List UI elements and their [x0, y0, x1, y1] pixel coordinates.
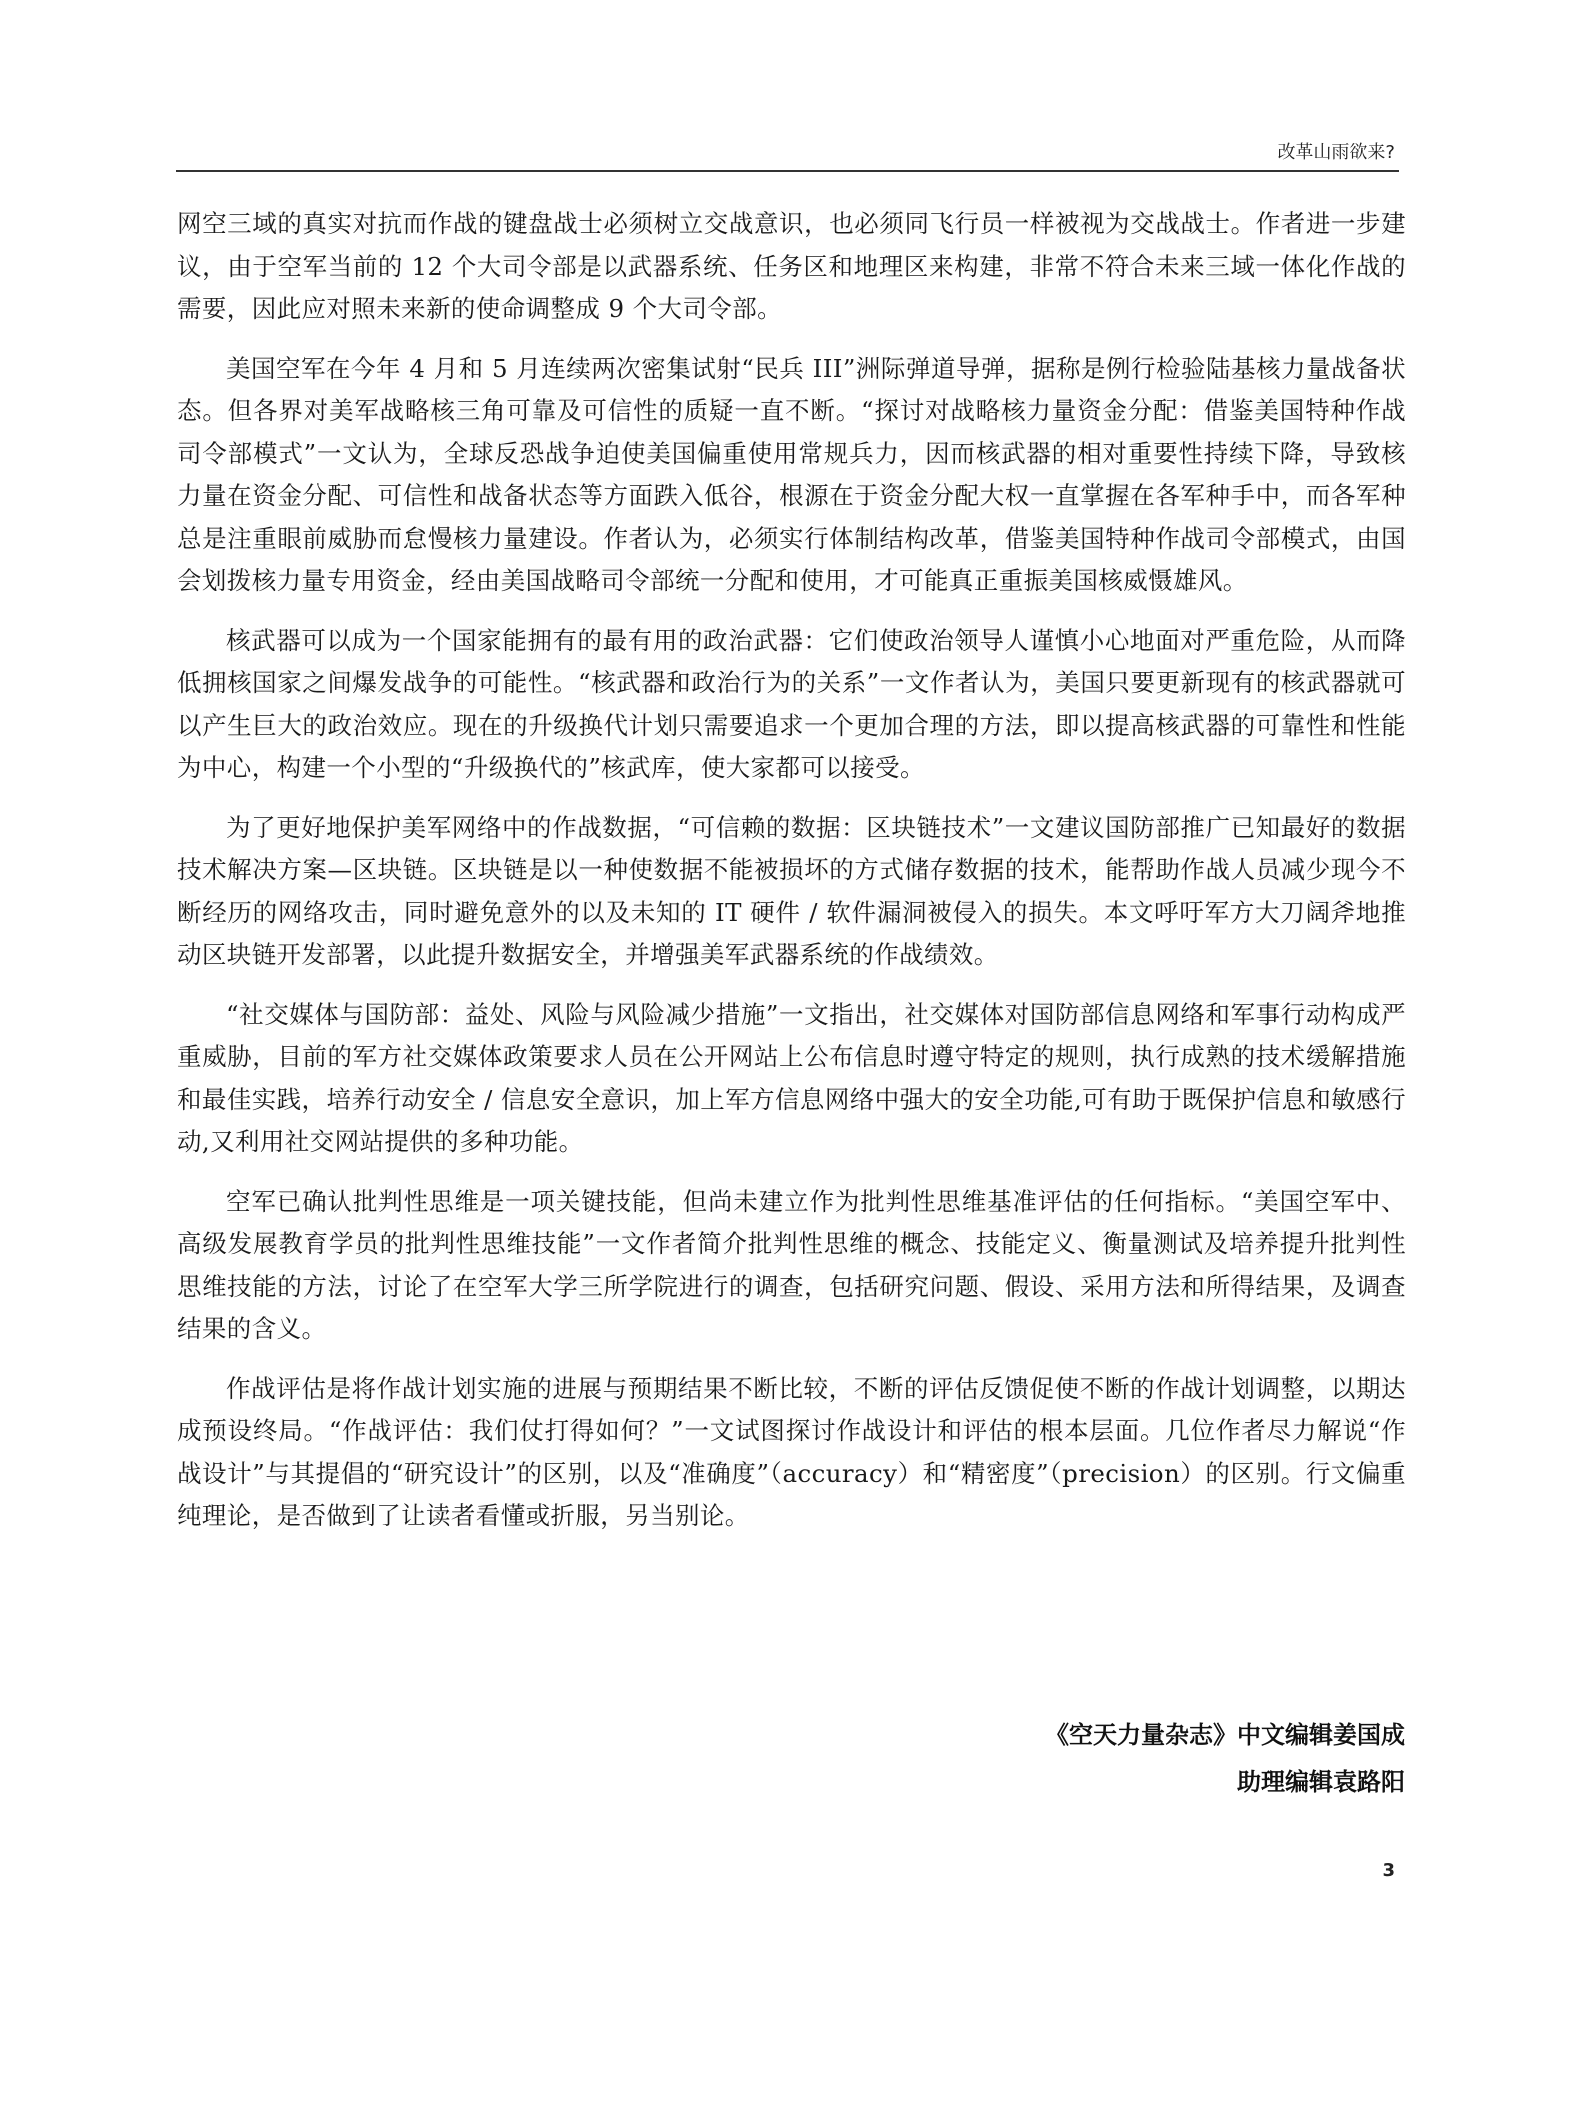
- signature-line-chief-editor: 《空天力量杂志》中文编辑姜国成: [1045, 1721, 1405, 1749]
- article-body: [177, 203, 1406, 1555]
- paragraph: “社交媒体与国防部：益处、风险与风险减少措施”一文指出，社交媒体对国防部信息网络和军事行动构成严重威胁，目前的军方社交媒体政策要求人员在公开网站上公布信息时遵守特定的规则，执行成熟的技术缓解措施和最佳实践，培养行动安全 / 信息安全意识，加上军方信息网络中强大的安全功能,可有助于既保护信息和敏感行动,又利用社交网站提供的多种功能。: [177, 999, 1406, 1156]
- paragraph: 空军已确认批判性思维是一项关键技能，但尚未建立作为批判性思维基准评估的任何指标。“美国空军中、高级发展教育学员的批判性思维技能”一文作者简介批判性思维的概念、技能定义、衡量测试及培养提升批判性思维技能的方法，讨论了在空军大学三所学院进行的调查，包括研究问题、假设、采用方法和所得结果，及调查结果的含义。: [177, 1186, 1406, 1343]
- header-rule: [176, 170, 1399, 172]
- signature-line-assistant-editor: 助理编辑袁路阳: [1237, 1768, 1405, 1796]
- paragraph: 作战评估是将作战计划实施的进展与预期结果不断比较，不断的评估反馈促使不断的作战计划调整，以期达成预设终局。“作战评估：我们仗打得如何？”一文试图探讨作战设计和评估的根本层面。几位作者尽力解说“作战设计”与其提倡的“研究设计”的区别，以及“准确度”（accuracy）和“精密度”（precision）的区别。行文偏重纯理论，是否做到了让读者看懂或折服，另当别论。: [177, 1373, 1406, 1530]
- editor-signature: [1045, 1712, 1405, 1806]
- paragraph: 美国空军在今年 4 月和 5 月连续两次密集试射“民兵 III”洲际弹道导弹，据称是例行检验陆基核力量战备状态。但各界对美军战略核三角可靠及可信性的质疑一直不断。“探讨对战略核力量资金分配：借鉴美国特种作战司令部模式”一文认为，全球反恐战争迫使美国偏重使用常规兵力，因而核武器的相对重要性持续下降，导致核力量在资金分配、可信性和战备状态等方面跌入低谷，根源在于资金分配大权一直掌握在各军种手中，而各军种总是注重眼前威胁而怠慢核力量建设。作者认为，必须实行体制结构改革，借鉴美国特种作战司令部模式，由国会划拨核力量专用资金，经由美国战略司令部统一分配和使用，才可能真正重振美国核威慑雄风。: [177, 353, 1406, 595]
- running-head: 改革山雨欲来?: [1277, 142, 1395, 163]
- page-number: 3: [1382, 1860, 1395, 1881]
- paragraph: 网空三域的真实对抗而作战的键盘战士必须树立交战意识，也必须同飞行员一样被视为交战战士。作者进一步建议，由于空军当前的 12 个大司令部是以武器系统、任务区和地理区来构建，非常不符合未来三域一体化作战的需要，因此应对照未来新的使命调整成 9 个大司令部。: [177, 209, 1406, 323]
- paragraph: 为了更好地保护美军网络中的作战数据，“可信赖的数据：区块链技术”一文建议国防部推广已知最好的数据技术解决方案—区块链。区块链是以一种使数据不能被损坏的方式储存数据的技术，能帮助作战人员减少现今不断经历的网络攻击，同时避免意外的以及未知的 IT 硬件 / 软件漏洞被侵入的损失。本文呼吁军方大刀阔斧地推动区块链开发部署，以此提升数据安全，并增强美军武器系统的作战绩效。: [177, 812, 1406, 969]
- paragraph: 核武器可以成为一个国家能拥有的最有用的政治武器：它们使政治领导人谨慎小心地面对严重危险，从而降低拥核国家之间爆发战争的可能性。“核武器和政治行为的关系”一文作者认为，美国只要更新现有的核武器就可以产生巨大的政治效应。现在的升级换代计划只需要追求一个更加合理的方法，即以提高核武器的可靠性和性能为中心，构建一个小型的“升级换代的”核武库，使大家都可以接受。: [177, 625, 1406, 782]
